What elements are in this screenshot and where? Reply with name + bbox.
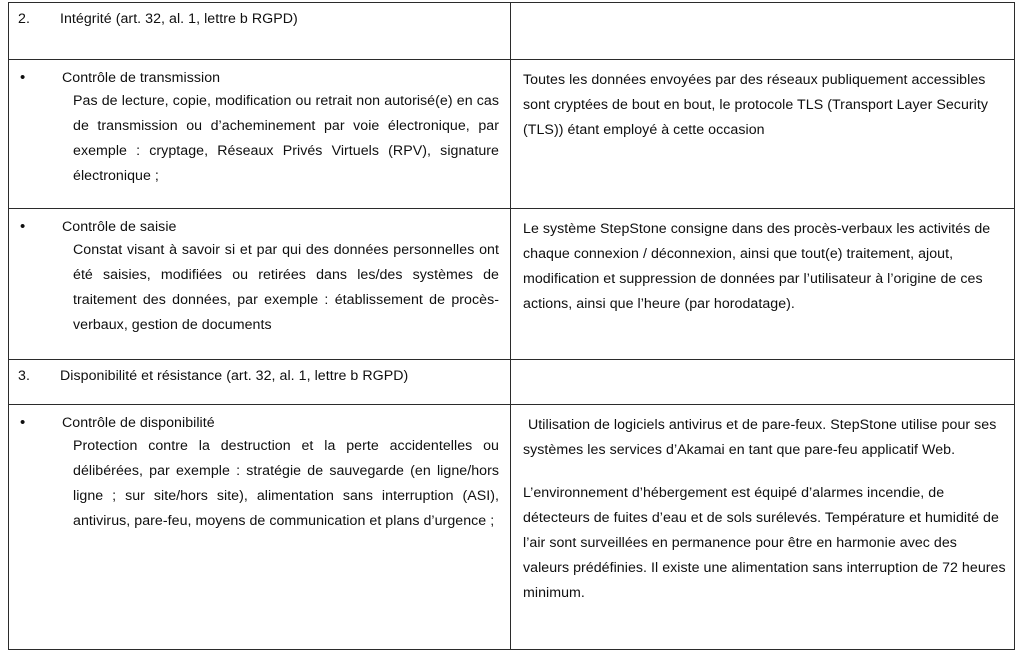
measure-description-cell [511,60,1015,209]
measure-item-cell [9,60,511,209]
measure-body: Protection contre la destruction et la perte accidentelles ou délibérées, par exemple : stratégie de sauvegarde (en ligne/hors ligne ; sur site/hors site), alimentation sans interruption (ASI), antivirus, pare-feu, moyens de communication et plans d’urgence ; [73,438,499,529]
bullet-icon: • [20,414,26,431]
description-paragraph: Utilisation de logiciels antivirus et de pare-feux. StepStone utilise pour ses systèmes les services d’Akamai en tant que pare-feu applicatif Web. [523,417,997,458]
bullet-icon: • [20,218,26,235]
table-row [9,360,1015,405]
table-row [9,60,1015,209]
description-paragraph: Le système StepStone consigne dans des procès-verbaux les activités de chaque connexion / déconnexion, ainsi que tout(e) traitement, ajout, modification et suppression de données par l’utilisateur à l’origine de ces actions, ainsi que l’heure (par horodatage). [523,221,991,312]
section-title: Disponibilité et résistance (art. 32, al. 1, lettre b RGPD) [60,368,409,384]
measure-item-cell [9,405,511,650]
measure-body: Pas de lecture, copie, modification ou retrait non autorisé(e) en cas de transmission ou d’acheminement par voie électronique, par exemple : cryptage, Réseaux Privés Virtuels (RPV), signature électronique ; [73,93,499,184]
section-header-cell [9,360,511,405]
section-header-cell [9,3,511,60]
measure-description-cell [511,209,1015,360]
measure-title: Contrôle de saisie [62,219,177,235]
measure-description-cell [511,3,1015,60]
table-row [9,209,1015,360]
bullet-icon: • [20,69,26,86]
description-paragraph: Toutes les données envoyées par des réseaux publiquement accessibles sont cryptées de bout en bout, le protocole TLS (Transport Layer Security (TLS)) étant employé à cette occasion [523,72,988,138]
measure-description-cell [511,360,1015,405]
description-paragraph: L’environnement d’hébergement est équipé d’alarmes incendie, de détecteurs de fuites d’eau et de sols surélevés. Température et humidité de l’air sont surveillées en permanence pour être en harmonie avec des valeurs prédéfinies. Il existe une alimentation sans interruption de 72 heures minimum. [523,485,1006,601]
section-number: 2. [18,11,30,27]
measure-title: Contrôle de transmission [62,70,221,86]
table-row [9,3,1015,60]
measure-description-cell [511,405,1015,650]
table-row [9,405,1015,650]
measure-item-cell [9,209,511,360]
gdpr-measures-table [8,2,1015,650]
section-title: Intégrité (art. 32, al. 1, lettre b RGPD) [60,11,298,27]
measure-title: Contrôle de disponibilité [62,415,215,431]
measure-body: Constat visant à savoir si et par qui des données personnelles ont été saisies, modifiées ou retirées dans les/des systèmes de traitement des données, par exemple : établissement de procès-verbaux, gestion de documents [73,242,499,333]
section-number: 3. [18,368,30,384]
